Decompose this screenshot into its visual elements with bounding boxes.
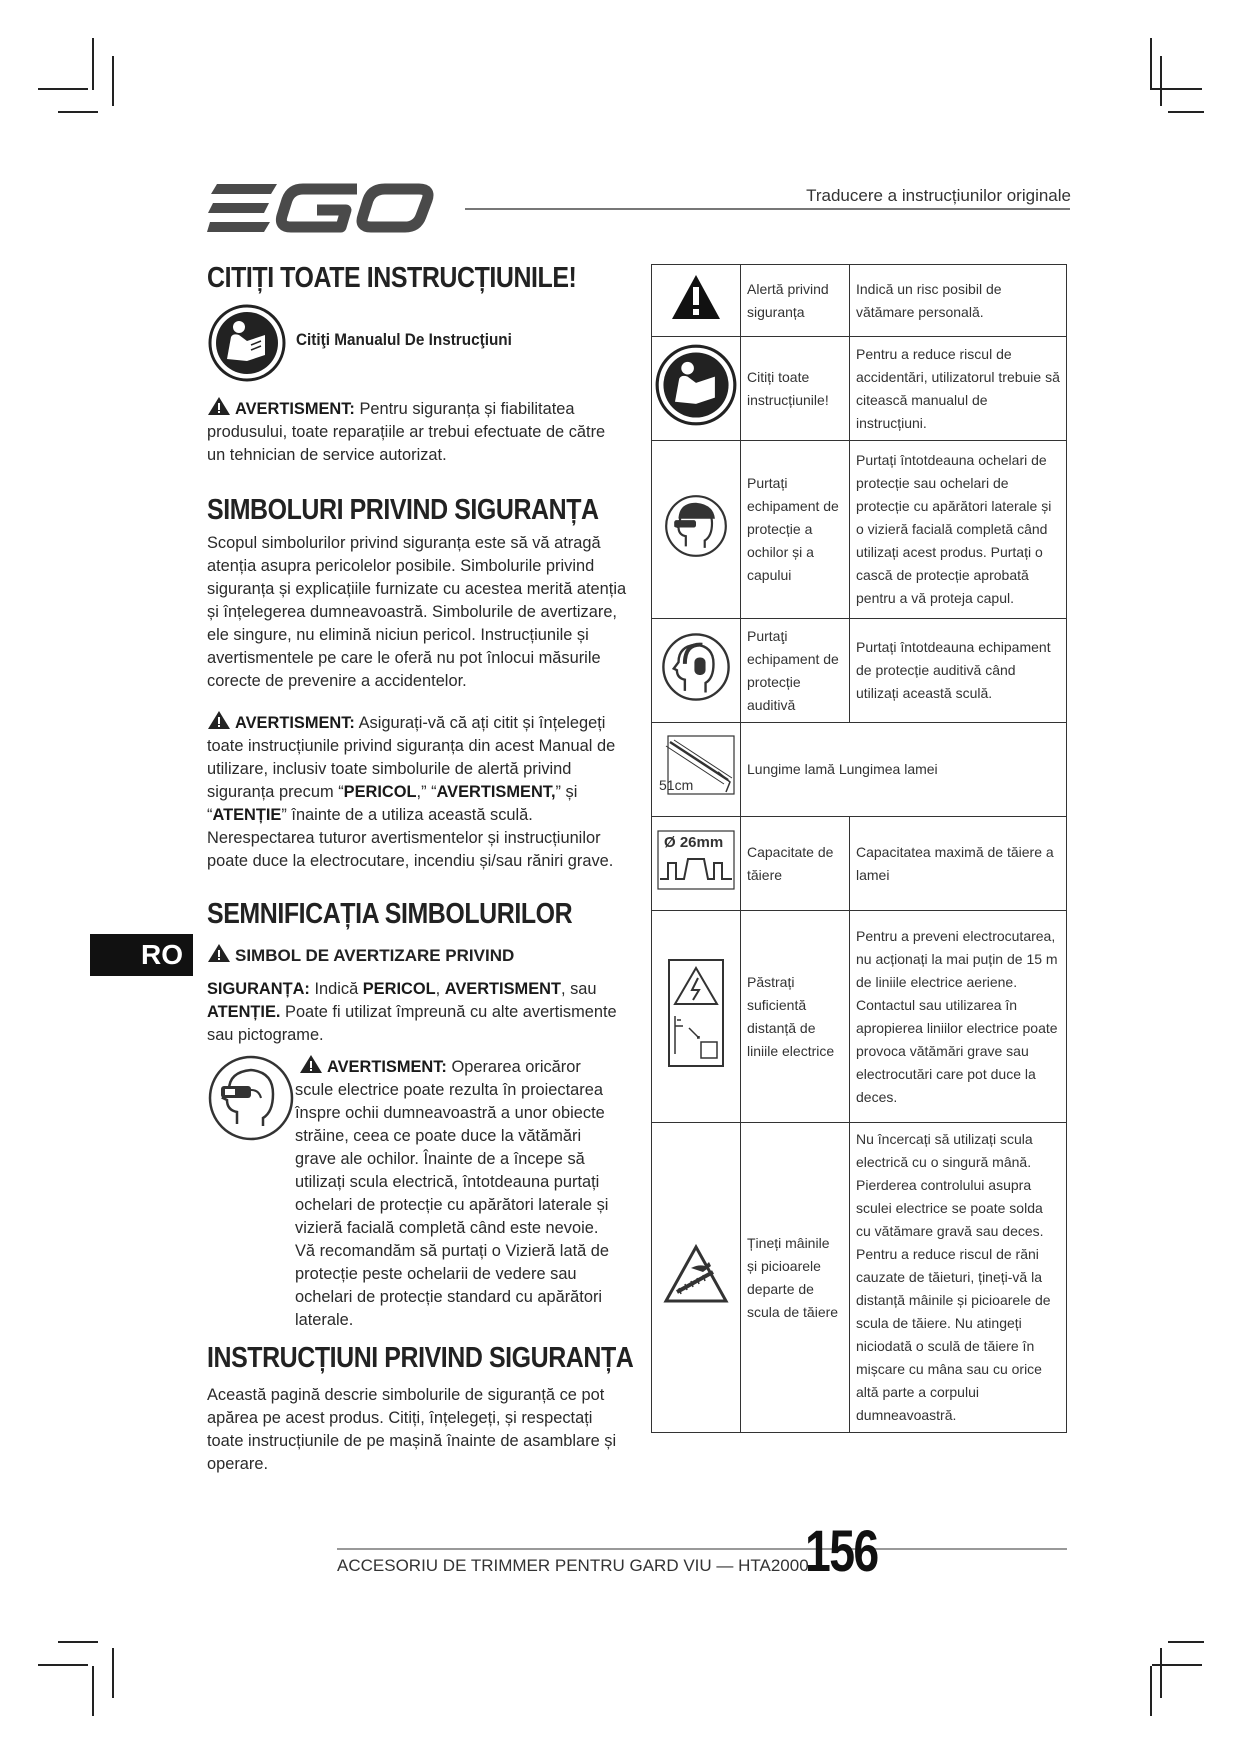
symbol-cell <box>652 817 741 911</box>
crop-mark <box>1168 111 1204 113</box>
symbol-name: Alertă privind siguranța <box>741 265 850 337</box>
symbol-table <box>651 264 1067 1433</box>
header-rule <box>465 208 1070 210</box>
crop-mark <box>58 111 98 113</box>
safety-alert-icon <box>670 273 722 321</box>
warning-text: ” înainte de a utiliza această sculă. Nerespectarea tuturor avertismentelor și instrucțiunilor poate duce la electrocutare, incendiu și/sau răniri grave. <box>207 806 614 870</box>
warning-triangle-icon <box>299 1054 323 1074</box>
crop-mark <box>1160 1648 1162 1698</box>
siguranta-term: SIGURANȚA: <box>207 980 310 998</box>
warning-text: Pentru siguranța și fiabilitatea produsului, toate reparațiile ar trebui efectuate de către un tehnician de service autorizat. <box>207 400 606 464</box>
text: , sau <box>560 980 597 998</box>
safety-symbols-heading: SIMBOLURI PRIVIND SIGURANȚA <box>207 494 599 526</box>
crop-mark <box>112 56 114 106</box>
crop-mark <box>1160 56 1162 106</box>
warning-triangle-icon <box>207 710 231 730</box>
crop-mark <box>58 1641 98 1643</box>
symbol-meaning: Pentru a reduce riscul de accidentări, utilizatorul trebuie să citească manualul de instrucțiuni. <box>850 337 1067 441</box>
power-line-distance-icon <box>667 958 725 1068</box>
read-manual-icon <box>654 343 738 427</box>
table-row <box>652 1123 1067 1433</box>
punct: ” și “ <box>207 783 578 824</box>
cutting-capacity-value: Ø 26mm <box>664 834 724 851</box>
warning-triangle-icon <box>207 943 231 963</box>
symbol-cell <box>652 337 741 441</box>
crop-mark <box>112 1648 114 1698</box>
avertisment-term: AVERTISMENT <box>444 980 561 998</box>
avertisment-term: AVERTISMENT, <box>436 783 556 801</box>
header-title: Traducere a instrucțiunilor originale <box>806 186 1071 205</box>
table-row <box>652 619 1067 723</box>
eye-protection-warning <box>295 1054 615 1332</box>
footer-rule <box>337 1548 1067 1550</box>
symbol-name: Lungime lamă Lungimea lamei <box>741 723 1067 817</box>
cutting-capacity-icon <box>656 829 736 891</box>
read-manual-icon <box>207 303 287 383</box>
keep-hands-away-icon <box>663 1244 729 1304</box>
symbol-cell <box>652 619 741 723</box>
footer-title: ACCESORIU DE TRIMMER PENTRU GARD VIU — HTA2000 <box>337 1556 809 1575</box>
warning-label: AVERTISMENT: <box>235 400 355 418</box>
symbol-name: Capacitate de tăiere <box>741 817 850 911</box>
symbol-meaning: Pentru a preveni electrocutarea, nu acționați la mai puțin de 15 m de liniile electrice aeriene. Contactul sau utilizarea în apropierea liniilor electrice poate provoca vătămări grave sau electrocutări care pot duce la deces. <box>850 911 1067 1123</box>
hearing-protection-icon <box>661 632 731 702</box>
table-row <box>652 337 1067 441</box>
blade-length-value: 51cm <box>659 777 694 793</box>
alert-symbol-subheading <box>207 943 514 966</box>
crop-mark <box>1150 38 1152 90</box>
table-row <box>652 265 1067 337</box>
pericol-term: PERICOL <box>343 783 417 801</box>
symbol-meaning: Purtați întotdeauna ochelari de protecție sau ochelari de protecție cu apărători laterale și o vizieră facială completă când utilizați acest produs. Purtați o cască de protecție aprobată pentru a vă proteja capul. <box>850 441 1067 619</box>
symbol-meaning: Nu încercați să utilizați scula electrică cu o singură mână. Pierderea controlului asupra sculei electrice se poate solda cu vătămare gravă sau deces. Pentru a reduce riscul de răni cauzate de tăieturi, țineți-vă la distanță mâinile și picioarele de scula de tăiere. Nu atingeți niciodată o sculă de tăiere în mișcare cu mâna sau cu orice altă parte a corpului dumneavoastră. <box>850 1123 1067 1433</box>
table-row <box>652 911 1067 1123</box>
symbol-cell <box>652 441 741 619</box>
pericol-term: PERICOL <box>362 980 436 998</box>
warning-text: Asigurați-vă că ați citit și înțelegeți toate instrucțiunile privind siguranța din acest Manual de utilizare, inclusiv toate simbolurile de alertă privind siguranța precum “ <box>207 714 616 801</box>
symbol-name: Citiți toate instrucțiunile! <box>741 337 850 441</box>
read-all-warning <box>207 396 627 467</box>
page-number: 156 <box>805 1519 878 1584</box>
safety-symbols-paragraph: Scopul simbolurilor privind siguranța este să vă atragă atenția asupra pericolelor posibile. Simbolurile privind siguranța și explicațiile furnizate cu acestea merită atenția și înțelegerea dumneavoastră. Simbolurile de avertizare, ele singure, nu elimină niciun pericol. Instrucțiunile și avertismentele pe care le oferă nu pot înlocui măsurile corecte de prevenire a accidentelor. <box>207 534 627 690</box>
blade-length-icon <box>656 734 736 798</box>
symbol-name: Purtaţi echipament de protecție auditivă <box>741 619 850 723</box>
eye-protection-icon <box>207 1054 295 1142</box>
symbol-name: Țineți mâinile și picioarele departe de scula de tăiere <box>741 1123 850 1433</box>
alert-symbol-description <box>207 978 627 1047</box>
warning-label: AVERTISMENT: <box>327 1058 447 1076</box>
punct: ,” “ <box>416 783 437 801</box>
atentie-term: ATENȚIE. <box>207 1003 281 1021</box>
safety-instructions-paragraph: Această pagină descrie simbolurile de siguranță ce pot apărea pe acest produs. Citiți, înțelegeți, și respectați toate instrucțiunile de pe mașină înainte de asamblare și operare. <box>207 1386 617 1473</box>
crop-mark <box>1168 1641 1204 1643</box>
symbol-meaning: Capacitatea maximă de tăiere a lamei <box>850 817 1067 911</box>
table-row <box>652 817 1067 911</box>
meaning-heading: SEMNIFICAȚIA SIMBOLURILOR <box>207 898 573 930</box>
crop-mark <box>92 1666 94 1716</box>
crop-mark <box>92 38 94 90</box>
table-row <box>652 441 1067 619</box>
warning-triangle-icon <box>207 396 231 416</box>
symbol-name: Păstrați suficientă distanță de liniile electrice <box>741 911 850 1123</box>
ego-logo <box>207 176 437 240</box>
atentie-term: ATENȚIE <box>212 806 282 824</box>
warning-text: Operarea oricăror scule electrice poate rezulta în proiectarea înspre ochii dumneavoastră a unor obiecte străine, ceea ce poate duce la vătămări grave ale ochilor. Înainte de a începe să utilizați scula electrică, întotdeauna purtați ochelari de protecție cu apărători laterale și vizieră facială completă când este nevoie. Vă recomandăm să purtați o Vizieră lată de protecție peste ochelarii de vedere sau ochelari de protecție standard cu apărători laterale. <box>295 1058 610 1329</box>
text: Poate fi utilizat împreună cu alte avertismente sau pictograme. <box>207 1003 617 1044</box>
eye-head-protection-icon <box>664 494 728 558</box>
symbol-name: Purtați echipament de protecție a ochilor și a capului <box>741 441 850 619</box>
warning-label: AVERTISMENT: <box>235 714 355 732</box>
symbol-cell <box>652 723 741 817</box>
symbol-meaning: Indică un risc posibil de vătămare personală. <box>850 265 1067 337</box>
symbol-cell <box>652 911 741 1123</box>
read-all-heading: CITIȚI TOATE INSTRUCȚIUNILE! <box>207 262 577 294</box>
table-row <box>652 723 1067 817</box>
crop-mark <box>38 88 88 90</box>
crop-mark <box>1150 1666 1152 1716</box>
crop-mark <box>38 1664 88 1666</box>
language-tab: RO <box>90 934 193 976</box>
safety-instructions-heading: INSTRUCȚIUNI PRIVIND SIGURANȚA <box>207 1342 634 1374</box>
symbol-cell <box>652 1123 741 1433</box>
text: , <box>435 980 445 998</box>
safety-symbols-warning <box>207 710 627 873</box>
read-manual-label: Citiţi Manualul De Instrucţiuni <box>296 330 512 349</box>
text: Indică <box>309 980 363 998</box>
symbol-cell <box>652 265 741 337</box>
symbol-meaning: Purtați întotdeauna echipament de protecție auditivă când utilizați această sculă. <box>850 619 1067 723</box>
subheading-text: SIMBOL DE AVERTIZARE PRIVIND <box>235 946 515 965</box>
